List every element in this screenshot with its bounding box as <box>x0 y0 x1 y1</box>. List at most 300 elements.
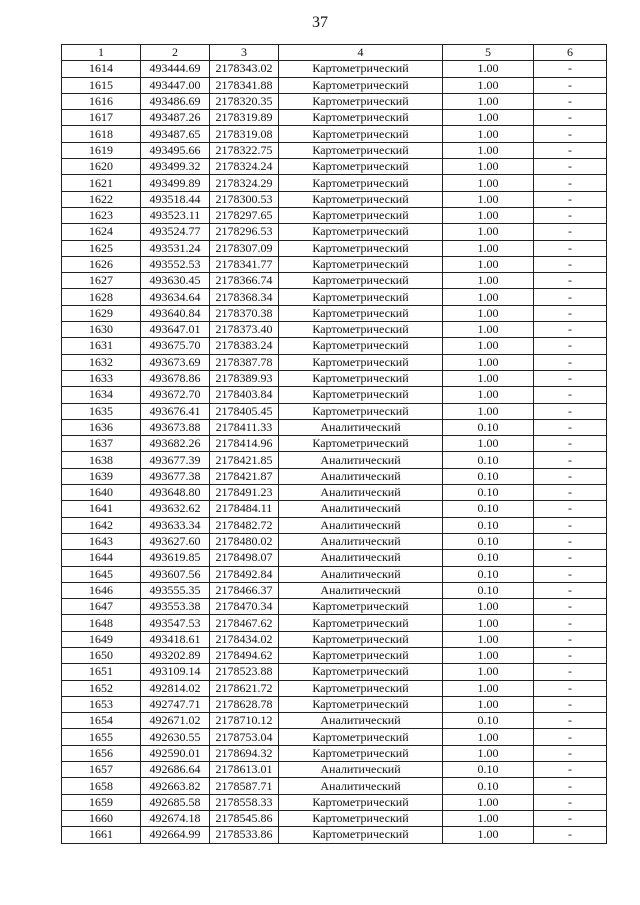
table-cell: 493547.53 <box>141 615 210 631</box>
table-cell: - <box>534 794 607 810</box>
table-cell: - <box>534 452 607 468</box>
table-cell: Картометрический <box>279 175 443 191</box>
column-header: 2 <box>141 45 210 61</box>
table-row <box>62 207 607 223</box>
table-cell: 1.00 <box>443 354 534 370</box>
table-cell: 1.00 <box>443 93 534 109</box>
table-cell: 2178466.37 <box>210 582 279 598</box>
table-cell: 2178411.33 <box>210 419 279 435</box>
table-cell: 493619.85 <box>141 550 210 566</box>
table-cell: Картометрический <box>279 729 443 745</box>
table-cell: 1.00 <box>443 110 534 126</box>
table-header-row <box>62 45 607 61</box>
table-cell: Картометрический <box>279 77 443 93</box>
table-cell: 2178710.12 <box>210 713 279 729</box>
table-cell: 493673.69 <box>141 354 210 370</box>
table-cell: 1.00 <box>443 175 534 191</box>
table-cell: - <box>534 142 607 158</box>
table-cell: 1615 <box>62 77 141 93</box>
table-row <box>62 615 607 631</box>
table-cell: 1650 <box>62 647 141 663</box>
table-cell: 493531.24 <box>141 240 210 256</box>
table-cell: 1655 <box>62 729 141 745</box>
table-row <box>62 485 607 501</box>
table-row <box>62 664 607 680</box>
table-cell: - <box>534 599 607 615</box>
table-cell: 2178621.72 <box>210 680 279 696</box>
table-cell: - <box>534 207 607 223</box>
table-cell: - <box>534 778 607 794</box>
table-cell: 493677.38 <box>141 468 210 484</box>
table-cell: - <box>534 647 607 663</box>
table-cell: 493447.00 <box>141 77 210 93</box>
table-cell: Картометрический <box>279 305 443 321</box>
table-cell: - <box>534 110 607 126</box>
table-cell: - <box>534 273 607 289</box>
table-cell: 1616 <box>62 93 141 109</box>
table-row <box>62 61 607 77</box>
table-cell: 493495.66 <box>141 142 210 158</box>
table-cell: 1.00 <box>443 827 534 843</box>
column-header: 6 <box>534 45 607 61</box>
table-cell: 1625 <box>62 240 141 256</box>
table-cell: 492590.01 <box>141 745 210 761</box>
table-cell: - <box>534 191 607 207</box>
table-row <box>62 501 607 517</box>
column-header: 4 <box>279 45 443 61</box>
table-row <box>62 142 607 158</box>
table-cell: 493518.44 <box>141 191 210 207</box>
table-cell: 0.10 <box>443 533 534 549</box>
table-cell: 1642 <box>62 517 141 533</box>
table-row <box>62 419 607 435</box>
table-row <box>62 354 607 370</box>
table-cell: Картометрический <box>279 810 443 826</box>
table-cell: 1653 <box>62 696 141 712</box>
table-cell: 2178484.11 <box>210 501 279 517</box>
table-cell: 1641 <box>62 501 141 517</box>
table-cell: 2178533.86 <box>210 827 279 843</box>
table-cell: Картометрический <box>279 126 443 142</box>
table-cell: 493202.89 <box>141 647 210 663</box>
table-cell: 2178324.29 <box>210 175 279 191</box>
table-cell: 1652 <box>62 680 141 696</box>
table-cell: - <box>534 680 607 696</box>
table-cell: 1631 <box>62 338 141 354</box>
table-cell: Картометрический <box>279 436 443 452</box>
table-cell: - <box>534 305 607 321</box>
table-cell: 2178389.93 <box>210 370 279 386</box>
table-cell: 2178383.24 <box>210 338 279 354</box>
table-cell: - <box>534 615 607 631</box>
table-cell: 1.00 <box>443 370 534 386</box>
table-cell: 0.10 <box>443 566 534 582</box>
table-cell: 1637 <box>62 436 141 452</box>
table-cell: 1659 <box>62 794 141 810</box>
table-cell: 1640 <box>62 485 141 501</box>
table-cell: 2178307.09 <box>210 240 279 256</box>
column-header: 1 <box>62 45 141 61</box>
table-cell: 492671.02 <box>141 713 210 729</box>
table-row <box>62 93 607 109</box>
table-cell: 493499.89 <box>141 175 210 191</box>
table-cell: Аналитический <box>279 762 443 778</box>
table-cell: Аналитический <box>279 452 443 468</box>
table-cell: 493678.86 <box>141 370 210 386</box>
column-header: 3 <box>210 45 279 61</box>
table-cell: 1636 <box>62 419 141 435</box>
table-cell: 1649 <box>62 631 141 647</box>
table-row <box>62 224 607 240</box>
table-cell: Картометрический <box>279 664 443 680</box>
table-cell: 0.10 <box>443 468 534 484</box>
table-cell: 1627 <box>62 273 141 289</box>
table-cell: 493682.26 <box>141 436 210 452</box>
table-cell: - <box>534 61 607 77</box>
table-cell: 1.00 <box>443 729 534 745</box>
table-row <box>62 256 607 272</box>
table-cell: 493673.88 <box>141 419 210 435</box>
table-cell: Картометрический <box>279 615 443 631</box>
table-cell: Картометрический <box>279 191 443 207</box>
table-cell: 2178297.65 <box>210 207 279 223</box>
table-row <box>62 713 607 729</box>
table-row <box>62 810 607 826</box>
table-row <box>62 403 607 419</box>
table-cell: 0.10 <box>443 501 534 517</box>
table-row <box>62 762 607 778</box>
table-cell: Картометрический <box>279 631 443 647</box>
table-cell: 0.10 <box>443 778 534 794</box>
table-cell: 1623 <box>62 207 141 223</box>
table-cell: 2178470.34 <box>210 599 279 615</box>
table-cell: 0.10 <box>443 762 534 778</box>
table-cell: Аналитический <box>279 517 443 533</box>
table-cell: 1.00 <box>443 273 534 289</box>
table-cell: 2178587.71 <box>210 778 279 794</box>
table-cell: Аналитический <box>279 468 443 484</box>
table-cell: 2178434.02 <box>210 631 279 647</box>
table-cell: 1.00 <box>443 61 534 77</box>
table-row <box>62 827 607 843</box>
table-cell: 493627.60 <box>141 533 210 549</box>
table-cell: Картометрический <box>279 142 443 158</box>
table-cell: Картометрический <box>279 207 443 223</box>
table-cell: Картометрический <box>279 289 443 305</box>
table-cell: 493676.41 <box>141 403 210 419</box>
table-cell: Картометрический <box>279 370 443 386</box>
table-cell: 493630.45 <box>141 273 210 289</box>
table-cell: 492686.64 <box>141 762 210 778</box>
table-cell: 2178694.32 <box>210 745 279 761</box>
table-cell: 2178341.88 <box>210 77 279 93</box>
table-row <box>62 305 607 321</box>
table-cell: 2178421.87 <box>210 468 279 484</box>
table-cell: Аналитический <box>279 501 443 517</box>
table-row <box>62 159 607 175</box>
table-cell: 1658 <box>62 778 141 794</box>
table-cell: - <box>534 126 607 142</box>
table-cell: 1.00 <box>443 403 534 419</box>
table-cell: 493499.32 <box>141 159 210 175</box>
table-cell: Аналитический <box>279 566 443 582</box>
table-cell: 2178480.02 <box>210 533 279 549</box>
table-cell: 1.00 <box>443 256 534 272</box>
table-cell: 2178300.53 <box>210 191 279 207</box>
table-cell: 1635 <box>62 403 141 419</box>
table-cell: - <box>534 338 607 354</box>
table-cell: 1.00 <box>443 696 534 712</box>
table-cell: 493487.26 <box>141 110 210 126</box>
coordinates-table <box>61 44 607 844</box>
table-cell: - <box>534 810 607 826</box>
table-cell: 493555.35 <box>141 582 210 598</box>
table-cell: - <box>534 175 607 191</box>
table-cell: - <box>534 403 607 419</box>
table-cell: 493607.56 <box>141 566 210 582</box>
table-cell: 2178370.38 <box>210 305 279 321</box>
table-cell: 1.00 <box>443 436 534 452</box>
table-cell: 1.00 <box>443 664 534 680</box>
table-cell: 1.00 <box>443 77 534 93</box>
table-cell: 1618 <box>62 126 141 142</box>
table-cell: - <box>534 696 607 712</box>
table-cell: - <box>534 93 607 109</box>
table-cell: 1638 <box>62 452 141 468</box>
table-cell: 1.00 <box>443 322 534 338</box>
table-cell: 0.10 <box>443 582 534 598</box>
table-cell: 2178322.75 <box>210 142 279 158</box>
table-cell: 1639 <box>62 468 141 484</box>
table-body <box>62 61 607 843</box>
table-cell: 1.00 <box>443 745 534 761</box>
table-cell: 0.10 <box>443 485 534 501</box>
table-cell: Картометрический <box>279 110 443 126</box>
table-row <box>62 387 607 403</box>
table-cell: Картометрический <box>279 159 443 175</box>
table-cell: 1643 <box>62 533 141 549</box>
table-cell: - <box>534 256 607 272</box>
table-cell: 1629 <box>62 305 141 321</box>
table-cell: 2178296.53 <box>210 224 279 240</box>
table-cell: Картометрический <box>279 61 443 77</box>
table-cell: 493634.64 <box>141 289 210 305</box>
table-cell: 2178467.62 <box>210 615 279 631</box>
table-cell: 492630.55 <box>141 729 210 745</box>
table-cell: 2178403.84 <box>210 387 279 403</box>
table-cell: 2178421.85 <box>210 452 279 468</box>
table-row <box>62 778 607 794</box>
table-cell: 1626 <box>62 256 141 272</box>
table-cell: 2178491.23 <box>210 485 279 501</box>
table-cell: 492674.18 <box>141 810 210 826</box>
table-cell: Картометрический <box>279 256 443 272</box>
table-cell: 493648.80 <box>141 485 210 501</box>
table-row <box>62 794 607 810</box>
table-cell: 1648 <box>62 615 141 631</box>
table-cell: 1646 <box>62 582 141 598</box>
table-cell: 1617 <box>62 110 141 126</box>
table-row <box>62 77 607 93</box>
table-cell: - <box>534 533 607 549</box>
table-cell: 2178558.33 <box>210 794 279 810</box>
table-cell: 492814.02 <box>141 680 210 696</box>
table-cell: Картометрический <box>279 745 443 761</box>
table-cell: 492663.82 <box>141 778 210 794</box>
table-cell: 2178319.08 <box>210 126 279 142</box>
table-cell: 2178320.35 <box>210 93 279 109</box>
table-cell: 2178387.78 <box>210 354 279 370</box>
table-cell: 0.10 <box>443 713 534 729</box>
table-cell: Аналитический <box>279 419 443 435</box>
table-row <box>62 631 607 647</box>
table-cell: 2178414.96 <box>210 436 279 452</box>
table-row <box>62 240 607 256</box>
table-cell: 493524.77 <box>141 224 210 240</box>
table-cell: 493418.61 <box>141 631 210 647</box>
table-cell: 1.00 <box>443 240 534 256</box>
table-cell: 1654 <box>62 713 141 729</box>
table-cell: 492664.99 <box>141 827 210 843</box>
table-cell: 1.00 <box>443 810 534 826</box>
table-cell: Аналитический <box>279 533 443 549</box>
page-number: 37 <box>312 14 328 31</box>
table-cell: 1.00 <box>443 338 534 354</box>
table-cell: 1.00 <box>443 159 534 175</box>
table-cell: 1.00 <box>443 387 534 403</box>
table-cell: 1620 <box>62 159 141 175</box>
table-cell: 493633.34 <box>141 517 210 533</box>
table-row <box>62 338 607 354</box>
table-cell: 1630 <box>62 322 141 338</box>
table-cell: - <box>534 370 607 386</box>
table-cell: - <box>534 322 607 338</box>
table-row <box>62 517 607 533</box>
table-cell: 1.00 <box>443 305 534 321</box>
table-cell: 1644 <box>62 550 141 566</box>
table-cell: Картометрический <box>279 827 443 843</box>
table-cell: 493632.62 <box>141 501 210 517</box>
table-row <box>62 550 607 566</box>
column-header: 5 <box>443 45 534 61</box>
table-row <box>62 175 607 191</box>
table-cell: - <box>534 354 607 370</box>
table-cell: 493486.69 <box>141 93 210 109</box>
table-row <box>62 468 607 484</box>
table-cell: - <box>534 485 607 501</box>
table-cell: - <box>534 419 607 435</box>
table-cell: - <box>534 468 607 484</box>
table-cell: 2178628.78 <box>210 696 279 712</box>
table-cell: 2178373.40 <box>210 322 279 338</box>
table-row <box>62 370 607 386</box>
table-cell: - <box>534 713 607 729</box>
table-cell: 1621 <box>62 175 141 191</box>
table-cell: 1.00 <box>443 647 534 663</box>
table-cell: 1.00 <box>443 631 534 647</box>
table-row <box>62 729 607 745</box>
table-cell: 1.00 <box>443 142 534 158</box>
table-cell: - <box>534 501 607 517</box>
table-cell: Картометрический <box>279 354 443 370</box>
table-cell: 493487.65 <box>141 126 210 142</box>
table-cell: 0.10 <box>443 419 534 435</box>
table-cell: - <box>534 729 607 745</box>
table-cell: Аналитический <box>279 582 443 598</box>
table-row <box>62 322 607 338</box>
table-cell: 1.00 <box>443 680 534 696</box>
table-cell: Аналитический <box>279 550 443 566</box>
table-cell: - <box>534 582 607 598</box>
table-cell: 1628 <box>62 289 141 305</box>
table-cell: - <box>534 517 607 533</box>
table-cell: - <box>534 77 607 93</box>
table-cell: 493675.70 <box>141 338 210 354</box>
table-cell: 2178368.34 <box>210 289 279 305</box>
table-row <box>62 436 607 452</box>
table-cell: 492685.58 <box>141 794 210 810</box>
table-cell: Картометрический <box>279 240 443 256</box>
table-cell: 2178753.04 <box>210 729 279 745</box>
table-cell: Картометрический <box>279 338 443 354</box>
table-cell: - <box>534 745 607 761</box>
table-cell: 493523.11 <box>141 207 210 223</box>
table-cell: Картометрический <box>279 224 443 240</box>
table-cell: 1.00 <box>443 224 534 240</box>
table-cell: 2178494.62 <box>210 647 279 663</box>
table-cell: 2178319.89 <box>210 110 279 126</box>
table-row <box>62 582 607 598</box>
table-cell: 2178523.88 <box>210 664 279 680</box>
table-cell: 493677.39 <box>141 452 210 468</box>
table-cell: 1651 <box>62 664 141 680</box>
table-cell: - <box>534 762 607 778</box>
table-cell: 493552.53 <box>141 256 210 272</box>
table-row <box>62 273 607 289</box>
table-cell: 1.00 <box>443 207 534 223</box>
table-cell: 2178482.72 <box>210 517 279 533</box>
table-row <box>62 126 607 142</box>
table-row <box>62 452 607 468</box>
table-cell: Картометрический <box>279 680 443 696</box>
table-cell: 1.00 <box>443 289 534 305</box>
table-cell: - <box>534 224 607 240</box>
table-cell: - <box>534 550 607 566</box>
table-cell: Картометрический <box>279 647 443 663</box>
table-row <box>62 191 607 207</box>
table-cell: 0.10 <box>443 517 534 533</box>
table-row <box>62 647 607 663</box>
table-cell: 2178613.01 <box>210 762 279 778</box>
table-cell: 2178545.86 <box>210 810 279 826</box>
table-cell: 1.00 <box>443 794 534 810</box>
table-cell: 1.00 <box>443 599 534 615</box>
table-cell: Картометрический <box>279 403 443 419</box>
table-cell: 1661 <box>62 827 141 843</box>
table-cell: - <box>534 566 607 582</box>
table-cell: 2178324.24 <box>210 159 279 175</box>
table-cell: 492747.71 <box>141 696 210 712</box>
table-cell: 2178498.07 <box>210 550 279 566</box>
table-cell: 1657 <box>62 762 141 778</box>
table-cell: Картометрический <box>279 93 443 109</box>
table-cell: 1645 <box>62 566 141 582</box>
table-cell: 1660 <box>62 810 141 826</box>
table-cell: 1614 <box>62 61 141 77</box>
table-cell: Картометрический <box>279 322 443 338</box>
table-cell: Картометрический <box>279 387 443 403</box>
table-cell: - <box>534 436 607 452</box>
